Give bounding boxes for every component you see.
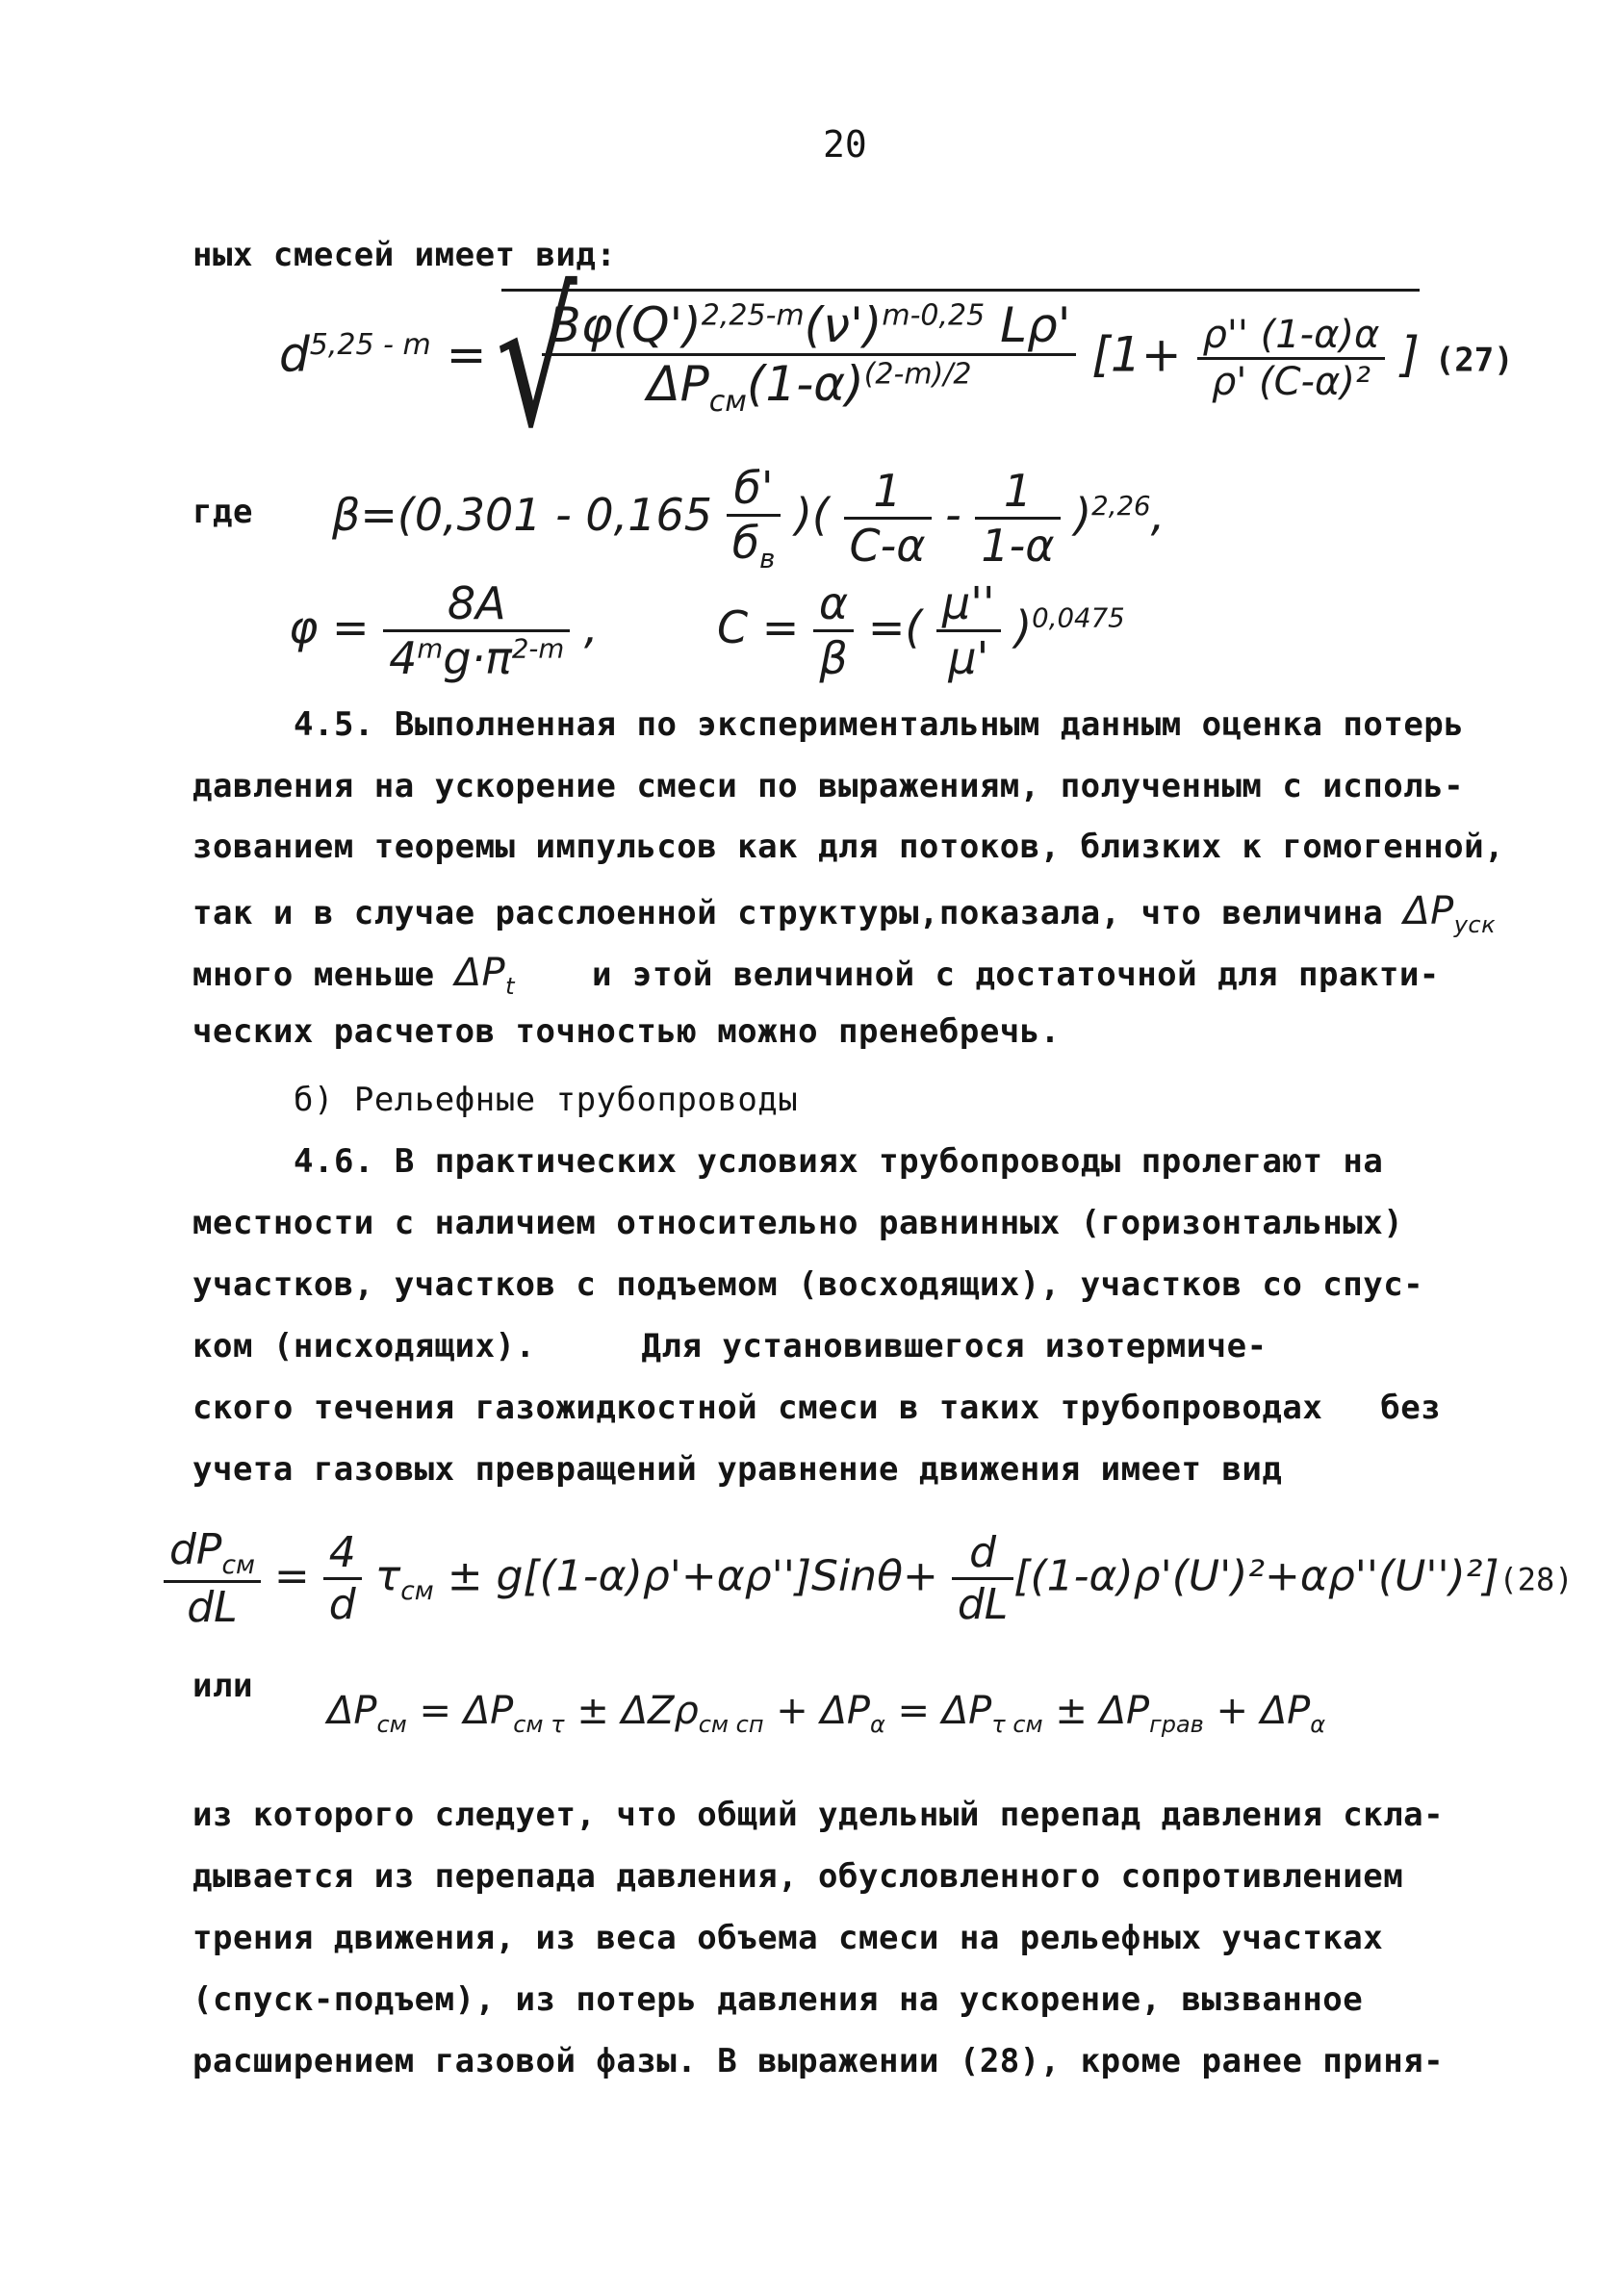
equation-28b: $\Delta P_{см} = \Delta P_{см \tau} \pm \Delta Z\rho_{см сп} + \Delta P_\alpha = \Delta P_{\tau см} \pm \Delta P_{грав} + \Delta P_\alpha$ (327, 1689, 1326, 1738)
text-line: расширением газовой фазы. В выражении (28), кроме ранее приня- (192, 2042, 1445, 2080)
text-line: из которого следует, что общий удельный перепад давления скла- (192, 1796, 1445, 1834)
c-formula: C = $\frac{\alpha}{\beta}$ =( $\frac{\mu''}{\mu'}$ )$^{0,0475}$ (717, 577, 1125, 684)
fraction: $\frac{\mu''}{\mu'}$ (936, 577, 1001, 684)
phi-formula: φ = $\frac{8A}{4^mg\cdot\pi^{2-m}}$ , (289, 577, 599, 684)
sqrt-sign: √ $\frac{B\varphi(Q')^{2,25-m}(\nu')^{m-0,25} L\rho'}{\Delta P_{см}(1-\alpha)^{(2-m)/2}}$ [1+ $\frac{\rho'' (1-\alpha)\alpha}{\text{ρ' (C-α)²}}$ ] (501, 289, 1419, 419)
fraction: $\frac{1}{1-\alpha}$ (975, 465, 1060, 572)
text-line: ных смесей имеет вид: (192, 236, 617, 274)
fraction: $\frac{8A}{4^mg\cdot\pi^{2-m}}$ (383, 577, 570, 684)
page-number: 20 (823, 123, 867, 166)
text-line: учета газовых превращений уравнение движения имеет вид (192, 1450, 1283, 1489)
text-line: или (192, 1667, 253, 1705)
equation-28: $\frac{dP_{см}}{dL}$ = $\frac{4}{d}$ $\tau_{см} \pm g[(1-\alpha)\rho'+\alpha\rho'']Sin\theta+$ $\frac{d}{dL}$ [(1-α)ρ'(U')²+αρ''(U'')²](28) (164, 1525, 1574, 1632)
fraction: $\frac{\alpha}{\beta}$ (813, 577, 854, 684)
text-line: (спуск-подъем), из потерь давления на ускорение, вызванное (192, 1980, 1364, 2019)
fraction: $\frac{d}{dL}$ (952, 1528, 1013, 1629)
text-line: ком (нисходящих). Для установившегося изотермиче- (192, 1327, 1268, 1365)
text-line: ского течения газожидкостной смеси в таких трубопроводах без (192, 1389, 1442, 1427)
equation-27: $d^{5,25 - m}$ = √ $\frac{B\varphi(Q')^{2,25-m}(\nu')^{m-0,25} L\rho'}{\Delta P_{см}(1-\alpha)^{(2-m)/2}}$ [1+ $\frac{\rho'' (1-\alpha)\alpha}{\text{ρ' (C-α)²}}$ ] (27) (279, 289, 1514, 419)
fraction: $\frac{1}{C-\alpha}$ (844, 465, 932, 572)
text-line: участков, участков с подъемом (восходящих), участков со спус- (192, 1265, 1424, 1304)
beta-formula: β=(0,301 - 0,165 $\frac{б'}{б_в}$ )( $\frac{1}{C-\alpha}$ - $\frac{1}{1-\alpha}$ )$^{2,26}$, (332, 462, 1166, 575)
equation-number: (28) (1499, 1561, 1574, 1598)
text-line: зованием теоремы импульсов как для потоков, близких к гомогенной, (192, 828, 1505, 866)
fraction: $\frac{б'}{б_в}$ (727, 462, 781, 574)
text-line: много меньше $\Delta P_t$ и этой величиной с достаточной для практи- (192, 951, 1440, 1000)
section-heading: б) Рельефные трубопроводы (294, 1081, 799, 1119)
fraction: √ $\frac{B\varphi(Q')^{2,25-m}(\nu')^{m-0,25} L\rho'}{\Delta P_{см}(1-\alpha)^{(2-m)/2}}$ (542, 297, 1076, 419)
equation-number: (27) (1434, 341, 1514, 380)
text-line: 4.6. В практических условиях трубопроводы пролегают на (294, 1142, 1384, 1181)
fraction: $\frac{\rho'' (1-\alpha)\alpha}{\text{ρ' (C-α)²}}$ (1197, 313, 1386, 404)
text-line: дывается из перепада давления, обусловленного сопротивлением (192, 1857, 1404, 1896)
text-line: трения движения, из веса объема смеси на рельефных участках (192, 1919, 1384, 1957)
fraction: $\frac{4}{d}$ (323, 1528, 362, 1629)
text-line: ческих расчетов точностью можно пренебречь. (192, 1012, 1061, 1051)
fraction: $\frac{dP_{см}}{dL}$ (164, 1525, 261, 1632)
text-line: где (192, 493, 253, 531)
text-line: 4.5. Выполненная по экспериментальным данным оценка потерь (294, 705, 1465, 744)
text-line: местности с наличием относительно равнинных (горизонтальных) (192, 1204, 1404, 1242)
text-line: давления на ускорение смеси по выражениям, полученным с исполь- (192, 767, 1465, 805)
text-line: так и в случае расслоенной структуры,показала, что величина $\Delta P_{уск}$ (192, 889, 1497, 938)
